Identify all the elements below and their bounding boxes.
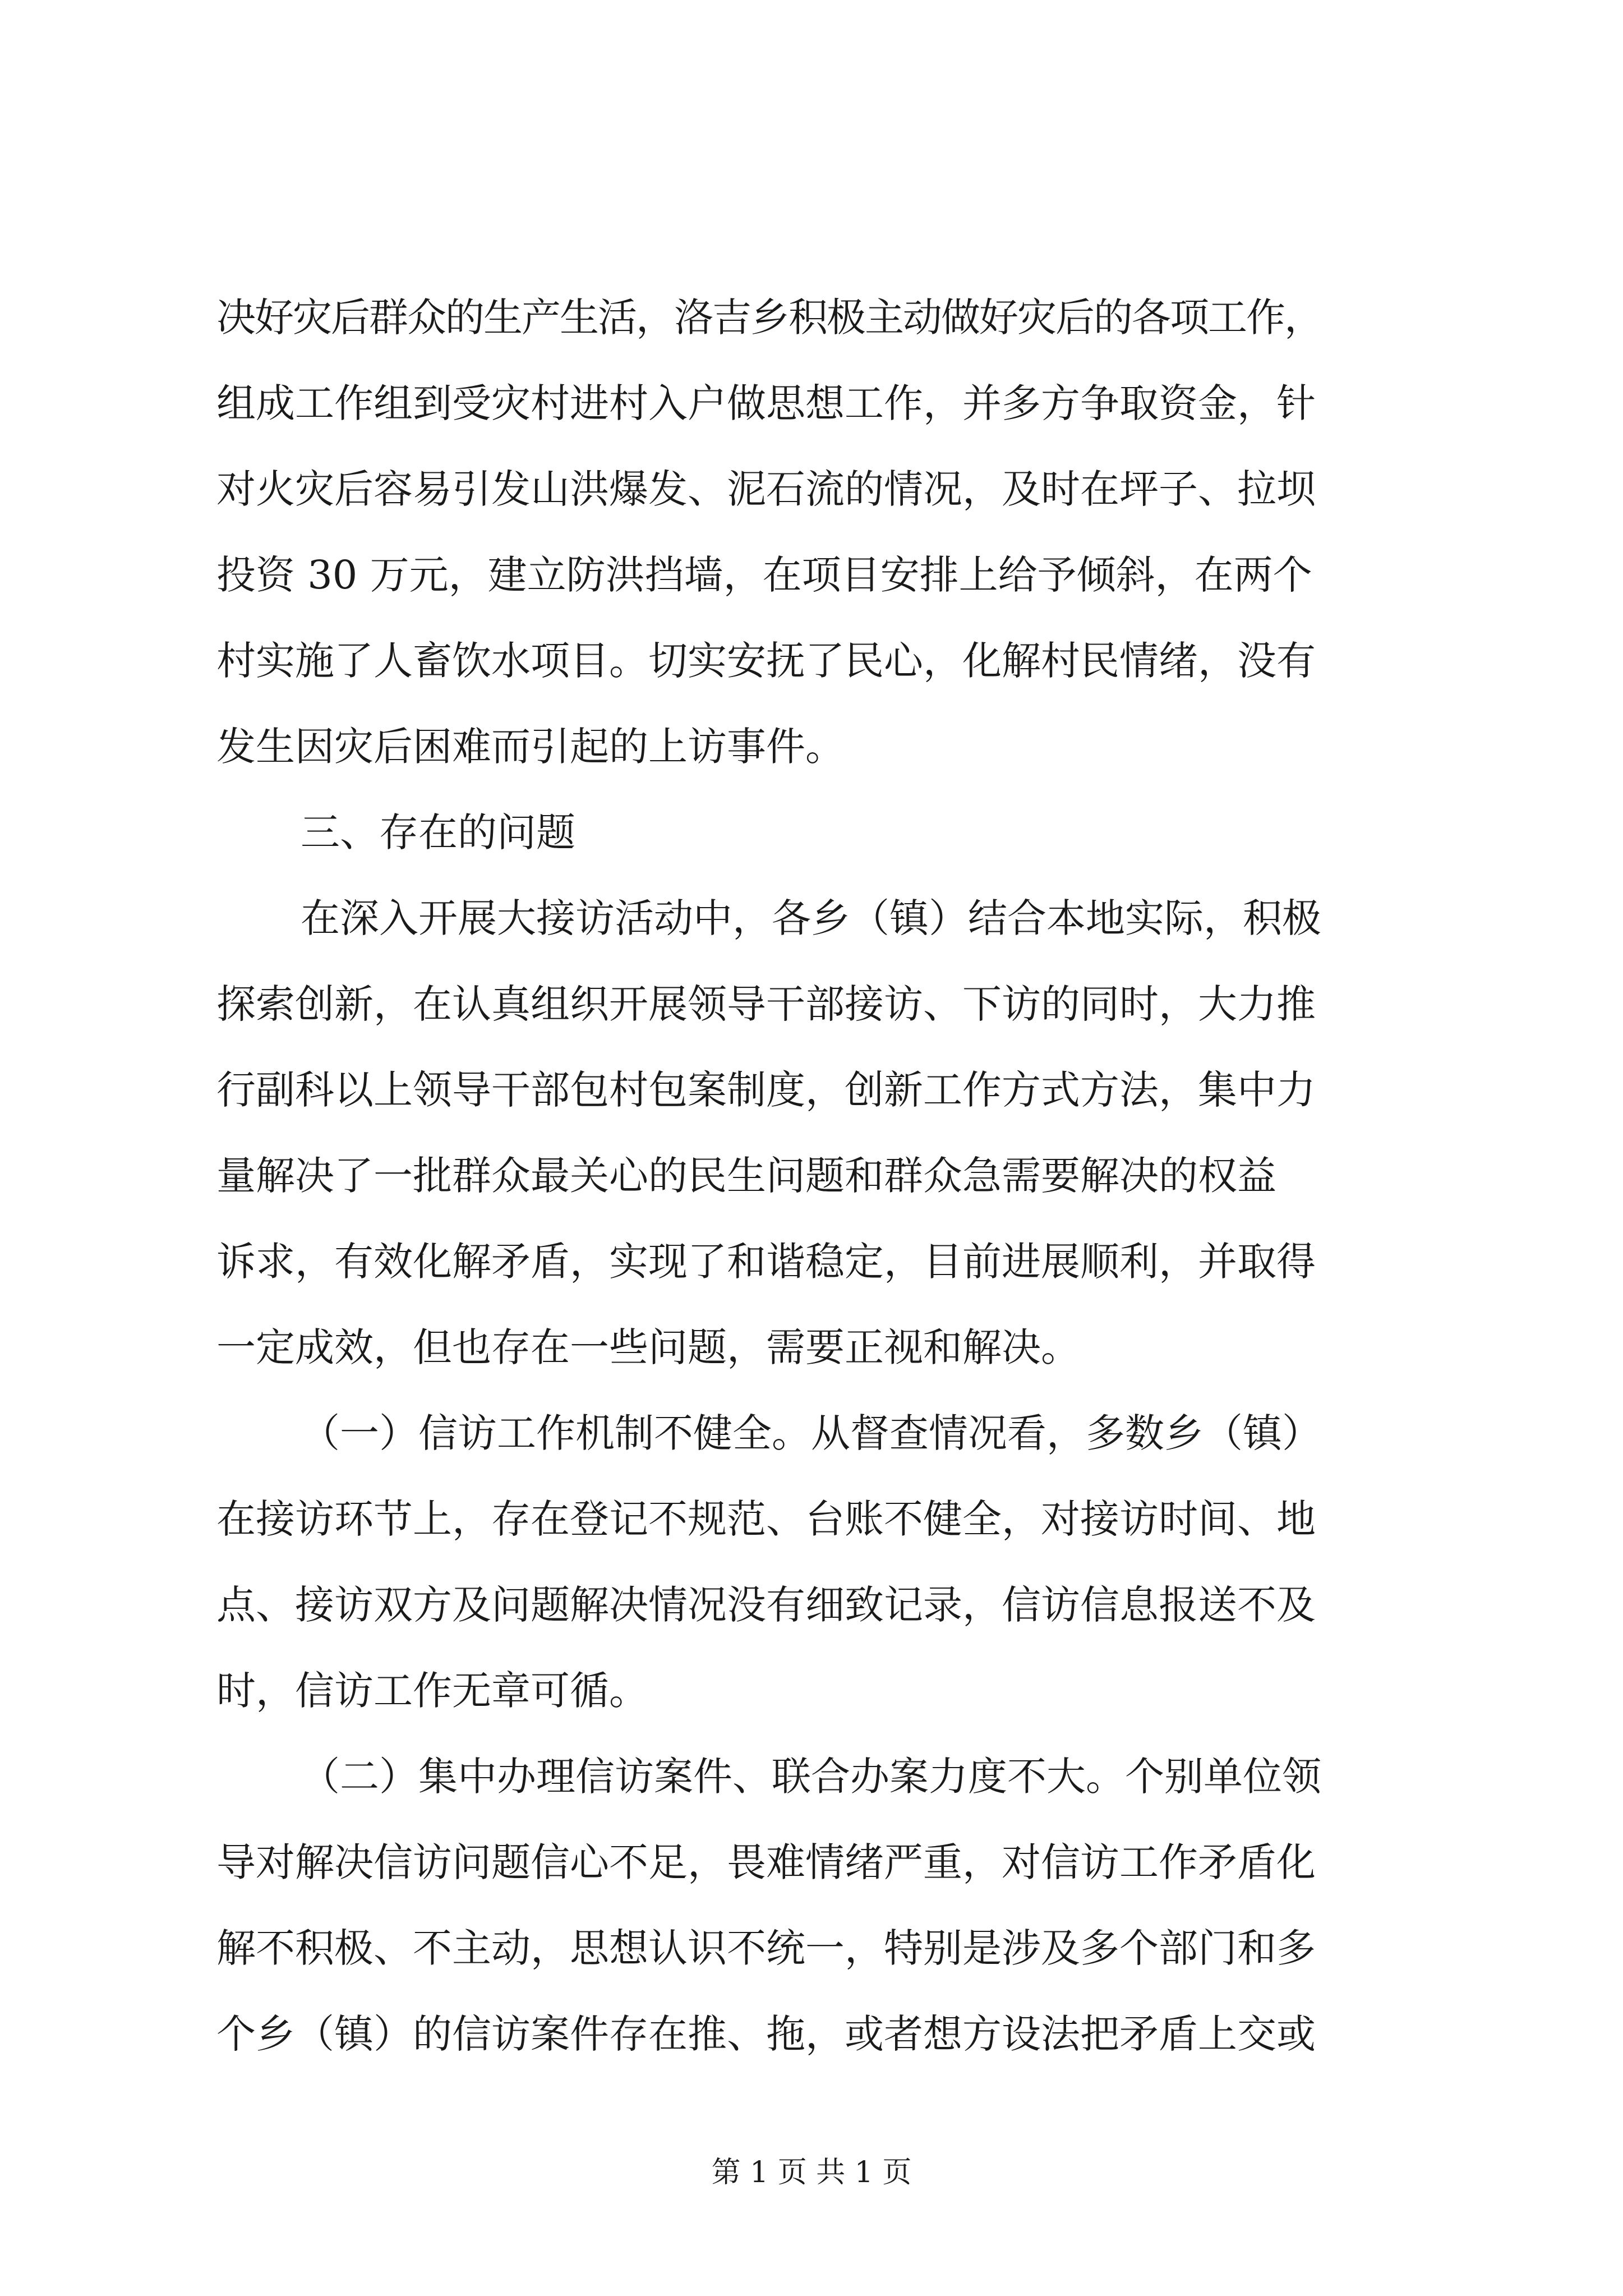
text-line: （一）信访工作机制不健全。从督查情况看，多数乡（镇）: [301, 1410, 1321, 1456]
text-line: 探索创新，在认真组织开展领导干部接访、下访的同时，大力推: [216, 981, 1316, 1027]
text-line: 点、接访双方及问题解决情况没有细致记录，信访信息报送不及: [216, 1582, 1316, 1628]
text-line: 投资 30 万元，建立防洪挡墙，在项目安排上给予倾斜，在两个: [216, 552, 1312, 598]
text-line: 时，信访工作无章可循。: [216, 1668, 648, 1714]
text-line: 发生因灾后困难而引起的上访事件。: [216, 724, 845, 770]
document-body: [216, 275, 1428, 2077]
text-line: 量解决了一批群众最关心的民生问题和群众急需要解决的权益: [216, 1153, 1276, 1199]
text-line: 决好灾后群众的生产生活，洛吉乡积极主动做好灾后的各项工作，: [216, 295, 1322, 341]
page-number: 第 1 页 共 1 页: [711, 2156, 912, 2189]
page-footer: [0, 2153, 1623, 2192]
text-line: 对火灾后容易引发山洪爆发、泥石流的情况，及时在坪子、拉坝: [216, 466, 1316, 512]
text-line: （二）集中办理信访案件、联合办案力度不大。个别单位领: [301, 1754, 1321, 1800]
text-line: 村实施了人畜饮水项目。切实安抚了民心，化解村民情绪，没有: [216, 638, 1316, 684]
text-line: 在深入开展大接访活动中，各乡（镇）结合本地实际，积极: [301, 895, 1321, 941]
text-line: 组成工作组到受灾村进村入户做思想工作，并多方争取资金，针: [216, 380, 1316, 426]
text-line: 一定成效，但也存在一些问题，需要正视和解决。: [216, 1324, 1080, 1370]
text-line: 在接访环节上，存在登记不规范、台账不健全，对接访时间、地: [216, 1496, 1316, 1542]
text-line: 个乡（镇）的信访案件存在推、拖，或者想方设法把矛盾上交或: [216, 2011, 1316, 2057]
section-heading: 三、存在的问题: [301, 809, 575, 855]
text-line: 行副科以上领导干部包村包案制度，创新工作方式方法，集中力: [216, 1067, 1316, 1113]
text-line: 诉求，有效化解矛盾，实现了和谐稳定，目前进展顺利，并取得: [216, 1239, 1316, 1285]
text-line: 导对解决信访问题信心不足，畏难情绪严重，对信访工作矛盾化: [216, 1839, 1316, 1885]
text-line: 解不积极、不主动，思想认识不统一，特别是涉及多个部门和多: [216, 1925, 1316, 1971]
